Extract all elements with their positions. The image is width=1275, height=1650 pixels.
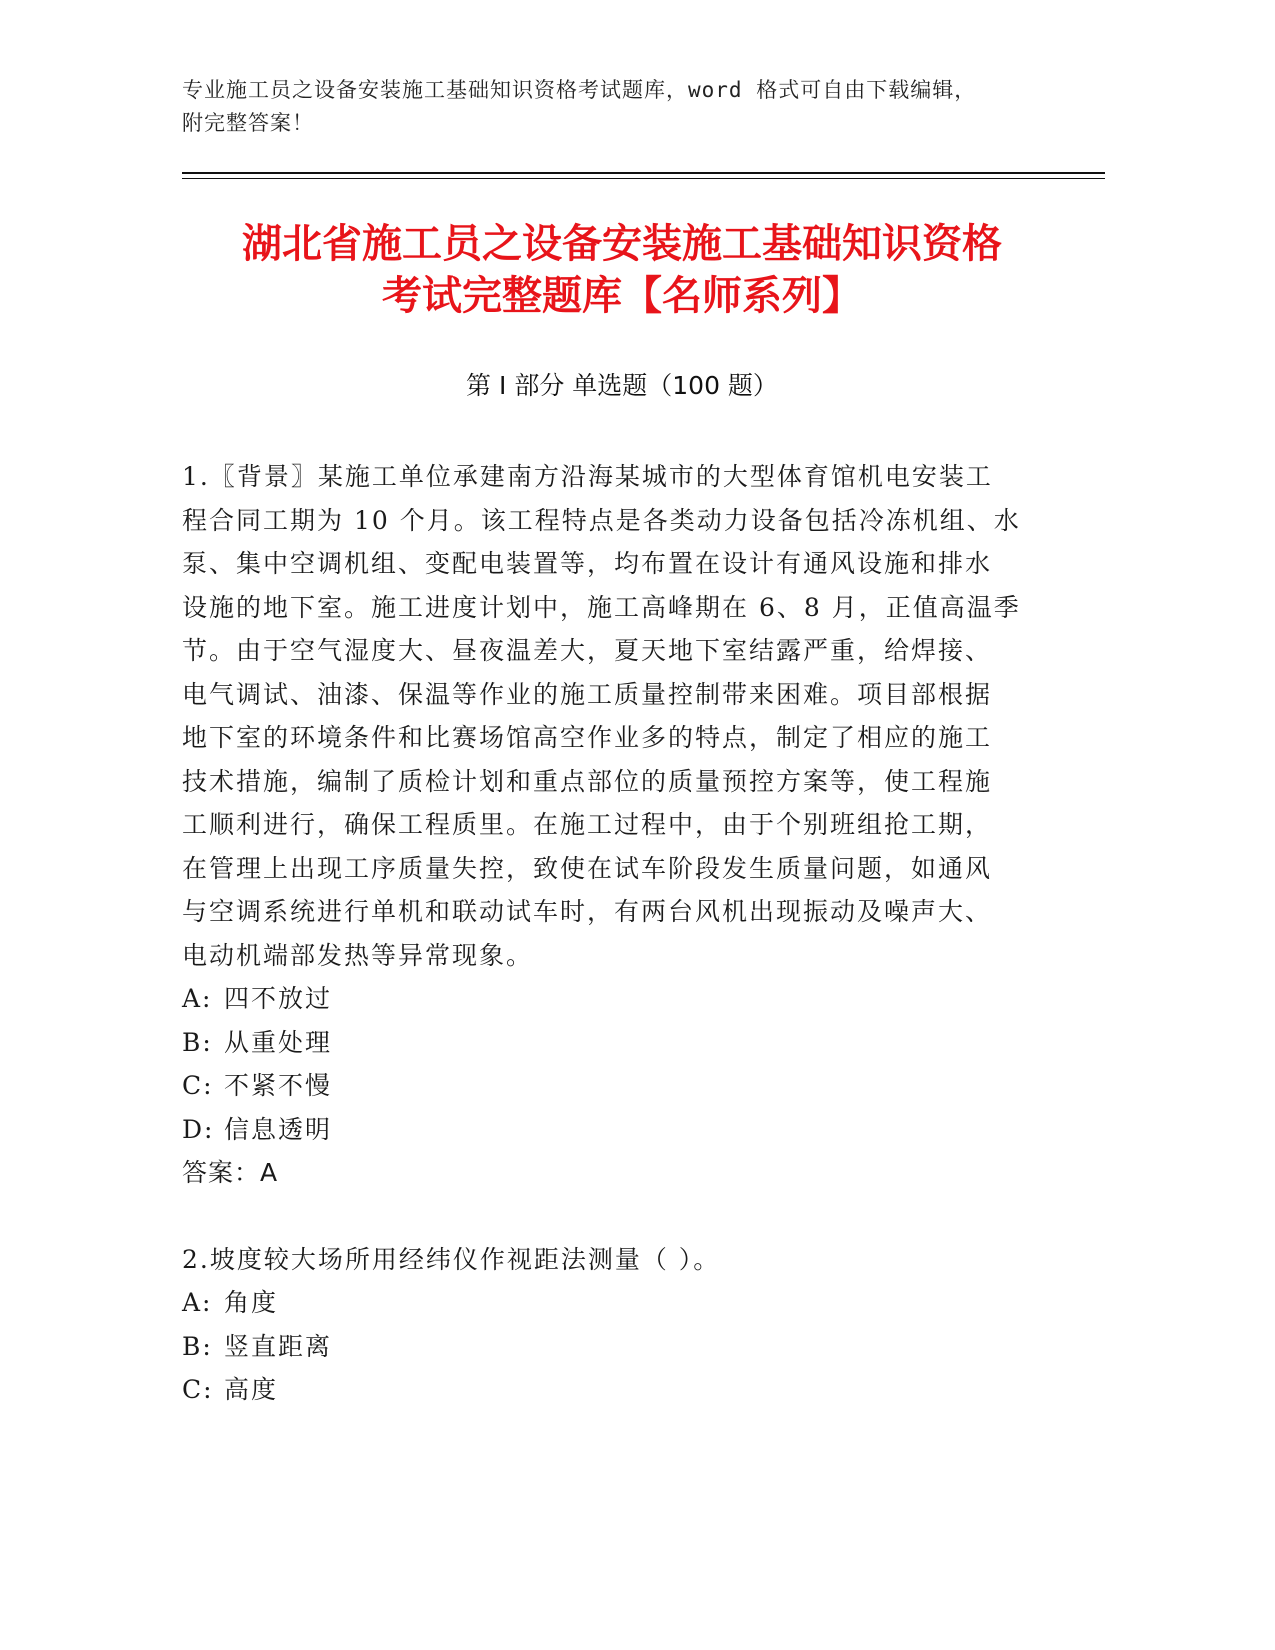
option-letter: A: (182, 984, 213, 1013)
question-list (182, 455, 1027, 1455)
option-text: 四不放过 (224, 984, 333, 1013)
question-stem-line: 电动机端部发热等异常现象。 (182, 940, 534, 970)
option-text: 从重处理 (224, 1027, 333, 1057)
header-rule-thin (182, 178, 1105, 179)
question-1 (182, 455, 1027, 1195)
question-stem-line: 设施的地下室。施工进度计划中，施工高峰期在 6、8 月，正值高温季 (182, 592, 1021, 622)
section-title: 第 I 部分 单选题（100 题） (466, 371, 778, 400)
option-letter: C: (182, 1071, 214, 1100)
option-text: 角度 (224, 1288, 279, 1317)
option-b (182, 1325, 1027, 1369)
document-title-line-2: 考试完整题库【名师系列】 (382, 273, 862, 319)
question-stem-line: 泵、集中空调机组、变配电装置等，均布置在设计有通风设施和排水 (182, 549, 993, 578)
header-rule-thick (182, 172, 1105, 174)
header-note-line-2: 附完整答案！ (182, 111, 314, 135)
header-note (182, 74, 1062, 140)
question-stem-line: 与空调系统进行单机和联动试车时，有两台风机出现振动及噪声大、 (182, 897, 993, 926)
answer-line: 答案：A (182, 1158, 279, 1187)
option-d (182, 1108, 1027, 1152)
option-letter: A: (182, 1288, 213, 1317)
option-c (182, 1368, 1027, 1412)
question-stem-line: 1.〖背景〗某施工单位承建南方沿海某城市的大型体育馆机电安装工 (182, 462, 993, 491)
document-title-line-1: 湖北省施工员之设备安装施工基础知识资格 (242, 221, 1002, 267)
option-c (182, 1064, 1027, 1108)
option-text: 信息透明 (224, 1114, 333, 1144)
option-letter: D: (182, 1114, 215, 1144)
option-text: 竖直距离 (224, 1331, 333, 1361)
question-stem-line: 技术措施，编制了质检计划和重点部位的质量预控方案等，使工程施 (182, 766, 993, 796)
option-a (182, 1281, 1027, 1325)
document-title (182, 218, 1062, 322)
question-stem-line: 电气调试、油漆、保温等作业的施工质量控制带来困难。项目部根据 (182, 679, 993, 709)
option-b (182, 1021, 1027, 1065)
question-stem-line: 2.坡度较大场所用经纬仪作视距法测量（ ）。 (182, 1244, 721, 1274)
question-stem-line: 在管理上出现工序质量失控，致使在试车阶段发生质量问题，如通风 (182, 853, 993, 883)
option-letter: B: (182, 1331, 213, 1361)
question-stem-line: 程合同工期为 10 个月。该工程特点是各类动力设备包括冷冻机组、水 (182, 505, 1021, 535)
option-letter: C: (182, 1375, 214, 1404)
option-text: 高度 (224, 1375, 279, 1404)
option-letter: B: (182, 1027, 213, 1057)
question-stem-line: 工顺利进行，确保工程质里。在施工过程中，由于个别班组抢工期， (182, 810, 993, 839)
question-stem-line: 节。由于空气湿度大、昼夜温差大，夏天地下室结露严重，给焊接、 (182, 636, 993, 665)
option-text: 不紧不慢 (224, 1071, 333, 1100)
question-stem-line: 地下室的环境条件和比赛场馆高空作业多的特点，制定了相应的施工 (182, 723, 993, 752)
option-a (182, 977, 1027, 1021)
header-note-line-1: 专业施工员之设备安装施工基础知识资格考试题库，word 格式可自由下载编辑， (182, 78, 977, 102)
question-2 (182, 1238, 1027, 1412)
